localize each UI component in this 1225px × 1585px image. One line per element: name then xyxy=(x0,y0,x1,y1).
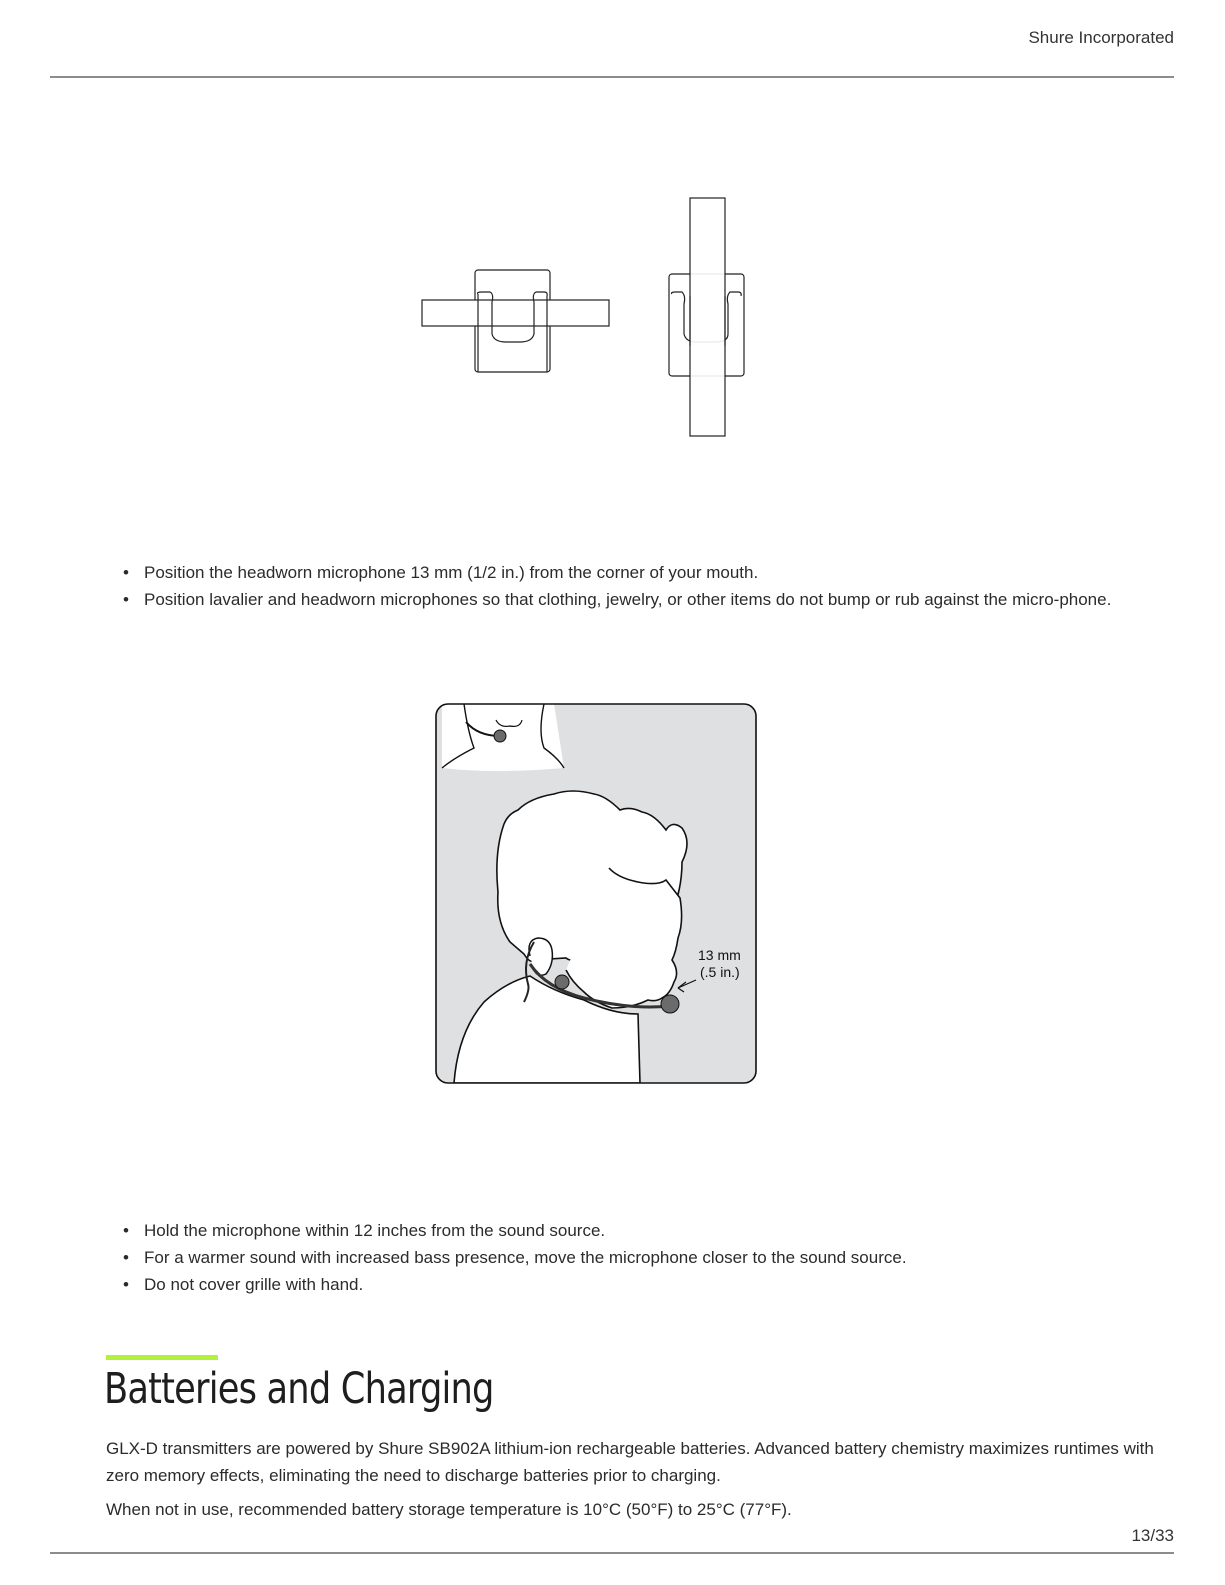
body-paragraph: When not in use, recommended battery storage temperature is 10°C (50°F) to 25°C (77°F). xyxy=(106,1500,792,1519)
distance-label-in: (.5 in.) xyxy=(700,964,740,980)
distance-label-mm: 13 mm xyxy=(698,947,741,963)
headworn-placement-list xyxy=(106,559,1116,613)
section-accent-bar xyxy=(106,1355,218,1360)
body-paragraph: GLX-D transmitters are powered by Shure SB902A lithium-ion rechargeable batteries. Advanced battery chemistry maximizes runtimes with zero memory effects, eliminating the need to discharge batteries prior to charging. xyxy=(106,1439,1154,1485)
page-number: 13/33 xyxy=(1131,1526,1174,1545)
handheld-placement-list xyxy=(106,1217,1116,1298)
list-item: • Do not cover grille with hand. xyxy=(106,1271,1116,1298)
header-company-name: Shure Incorporated xyxy=(1028,28,1174,47)
list-item: • Hold the microphone within 12 inches from the sound source. xyxy=(106,1217,1116,1244)
tie-clip-orientation-diagram-icon xyxy=(420,196,755,438)
footer-divider xyxy=(50,1552,1174,1554)
headworn-microphone-placement-illustration-icon xyxy=(434,702,758,1085)
header-divider xyxy=(50,76,1174,78)
section-title: Batteries and Charging xyxy=(104,1364,494,1414)
list-item: • Position lavalier and headworn microphones so that clothing, jewelry, or other items do not bump or rub against the micro-phone. xyxy=(106,586,1116,613)
list-item: • For a warmer sound with increased bass presence, move the microphone closer to the sound source. xyxy=(106,1244,1116,1271)
list-item: • Position the headworn microphone 13 mm (1/2 in.) from the corner of your mouth. xyxy=(106,559,1116,586)
